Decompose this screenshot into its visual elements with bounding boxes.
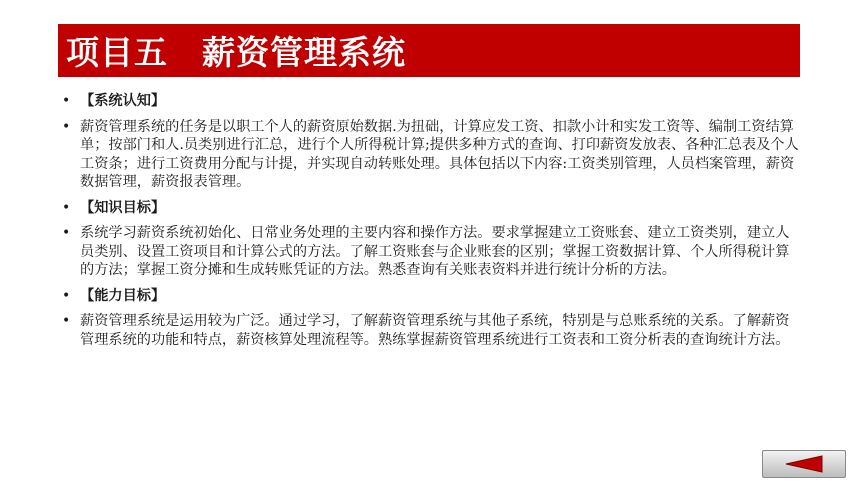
bullet: •	[62, 313, 71, 329]
section-body-ability-goals	[62, 312, 802, 349]
body-text: 薪资管理系统是运用较为广泛。通过学习，了解薪资管理系统与其他子系统，特别是与总账系统的关系。了解薪资管理系统的功能和特点，薪资核算处理流程等。熟练掌握薪资管理系统进行工资表和工资分析表的查询统计方法。	[80, 313, 790, 348]
heading-text: 【系统认知】	[80, 93, 166, 109]
section-body-knowledge-goals	[62, 224, 802, 280]
heading-text: 【能力目标】	[80, 287, 166, 304]
bullet: •	[62, 225, 71, 241]
content-area	[62, 92, 802, 356]
body-text: 薪资管理系统的任务是以职工个人的薪资原始数据.为扭础，计算应发工资、扣款小计和实发工资等、编制工资结算单；按部门和人.员类别进行汇总，进行个人所得税计算;提供多种方式的查询、打印薪资发放表、各种汇总表及个人工资条；进行工资费用分配与计提，并实现自动转账处理。具体包括以下内容:工资类别管理，人员档案管理，薪资数据管理，薪资报表管理。	[80, 118, 799, 190]
bullet: •	[62, 287, 71, 304]
section-body-system-cognition	[62, 118, 802, 192]
section-heading-knowledge-goals	[62, 199, 802, 218]
bullet: •	[62, 199, 71, 216]
bullet: •	[62, 93, 71, 109]
page-title: 项目五 薪资管理系统	[66, 33, 406, 72]
previous-slide-button[interactable]	[762, 450, 846, 478]
section-heading-system-cognition	[62, 92, 802, 111]
section-heading-ability-goals	[62, 287, 802, 306]
bullet: •	[62, 118, 71, 135]
left-arrow-icon	[784, 455, 824, 473]
body-text: 系统学习薪资系统初始化、日常业务处理的主要内容和操作方法。要求掌握建立工资账套、建立工资类别，建立人员类别、设置工资项目和计算公式的方法。了解工资账套与企业账套的区别；掌握工资数据计算、个人所得税计算的方法；掌握工资分摊和生成转账凭证的方法。熟悉查询有关账表资料并进行统计分析的方法。	[80, 225, 790, 278]
title-bar	[58, 24, 800, 77]
heading-text: 【知识目标】	[80, 199, 166, 216]
